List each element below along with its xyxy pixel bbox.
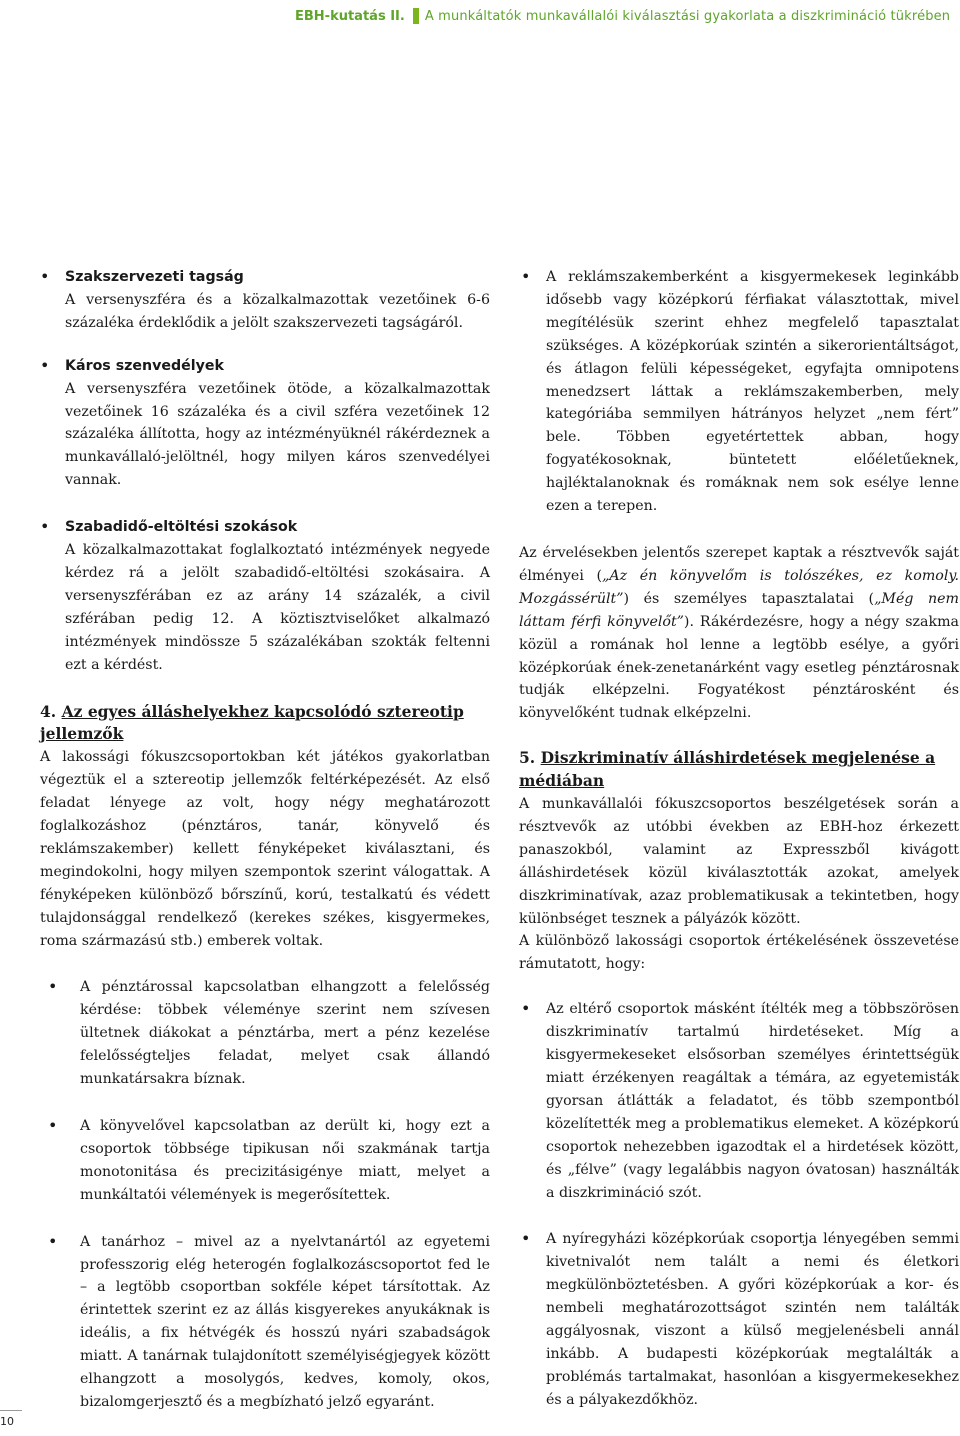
header-title: A munkáltatók munkavállalói kiválasztási gyakorlata a diszkrimináció tükrében [424, 8, 951, 24]
bullet-dot: • [40, 267, 50, 286]
bullet-dot: • [521, 999, 531, 1019]
bullet-heading: Szakszervezeti tagság [65, 269, 244, 285]
list-item-text: A nyíregyházi középkorúak csoportja lényegében semmi kivetnivalót nem talált a nemi és életkori megkülönböztetésben. A győri középkorúak a kor- és nembeli meghatározottságot szintén nem találták aggályosnak, viszont a külső megjelenésbeli annál inkább. A budapesti középkorúak megtalálták a problémás tartalmakat, hasonlóan a kisgyermekesekhez és a pályakezdőkhöz. [546, 1231, 959, 1408]
section-4-number: 4. [40, 701, 57, 721]
bullet-text: A versenyszféra és a közalkalmazottak vezetőinek 6-6 százaléka érdeklődik a jelölt szakszervezeti tagságáról. [65, 291, 490, 331]
quote-text: „Az én könyvelőm is tolószékes, ez komoly. Mozgássérült” [519, 567, 959, 607]
list-item-teacher [40, 1231, 490, 1414]
list-item-cashier [40, 976, 490, 1091]
section-4-title [40, 701, 490, 747]
header-series: EBH-kutatás II. [295, 8, 405, 24]
bullet-text: A versenyszféra vezetőinek ötöde, a közalkalmazottak vezetőinek 16 százaléka és a civil szféra vezetőinek 12 százaléka állította, hogy az intézményüknél rákérdeznek a munkavállaló-jelöltnél, hogy milyen káros szenvedélyei vannak. [65, 380, 490, 489]
quote-text: „Még nem láttam férfi könyvelőt” [519, 590, 960, 630]
section-5-title-text: Diszkriminatív álláshirdetések megjelenése a médiában [519, 748, 936, 791]
list-item-text: A reklámszakemberként a kisgyermekesek leginkább idősebb vagy középkorú férfiakat választottak, mivel megítélésük szerint ehhez megfelelő tapasztalat szükséges. A középkorúak szintén a sikerorientáltságot, és átlagon felüli képességeket, egyfajta omnipotens menedzsert láttak a reklámszakemberben, mely kategóriába semmilyen hátrányos helyzet „nem fért” bele. Többen egyetértettek abban, hogy fogyatékosoknak, büntetett előéletűeknek, hajléktalanoknak és romáknak nem sok esélye lenne ezen a terepen. [546, 269, 959, 515]
bullet-dot: • [48, 1231, 58, 1251]
bullet-dot: • [40, 517, 50, 537]
bullet-text: A közalkalmazottakat foglalkoztató intézmények negyede kérdez rá a jelölt szabadidő-eltöltési szokásaira. A versenyszférában ez az arány 14 százalék, a civil szférában pedig 12. A köztisztviselőket alkalmazó intézmények mindössze 5 százalékában szokták feltenni ezt a kérdést. [65, 542, 490, 673]
list-item-text: A pénztárossal kapcsolatban elhangzott a felelősség kérdése: többek véleménye szerint nem szívesen ültetnek diákokat a pénztárba, mert a pénz kezelése felelősségteljes feladat, melyet csak állandó munkatársakra bíznak. [80, 979, 490, 1088]
section-5-title [519, 747, 959, 793]
section-5-paragraph: A munkavállalói fókuszcsoportos beszélgetések során a résztvevők az utóbbi években az EBH-hoz érkezett panaszokból, valamint az Expresszből kivágott álláshirdetések közül kiválasztották azokat, amelyek diszkriminatívak, azaz problematikusak a tekintetben, hogy különbséget tesznek a pályázók között. [519, 796, 959, 927]
section-4-paragraph: A lakossági fókuszcsoportokban két játékos gyakorlatban végeztük el a sztereotip jellemzők feltérképezését. Az első feladat lényege az volt, hogy négy meghatározott foglalkozáshoz (pénztáros, tanár, könyvelő és reklámszakember) kellett fényképeket kiválasztani, és megindokolni, hogy milyen szempontok szerint válogattak. A fényképeken különböző bőrszínű, korú, testalkatú és védett tulajdonsággal rendelkező (kerekes székes, kisgyermekes, roma származású stb.) emberek voltak. [40, 749, 490, 949]
paragraph-text: ) és személyes tapasztalatai ( [623, 590, 875, 607]
running-header [295, 5, 950, 27]
bullet-dot: • [521, 1229, 531, 1249]
bullet-union-membership [40, 266, 490, 335]
section-5-paragraph-2: A különböző lakossági csoportok értékelésének összevetése rámutatott, hogy: [519, 933, 959, 973]
bullet-dot: • [521, 267, 531, 286]
right-column [519, 266, 959, 1412]
bullet-dot: • [48, 977, 58, 997]
bullet-heading: Káros szenvedélyek [65, 357, 224, 374]
list-item-nyiregyhaza [519, 1228, 959, 1411]
paragraph-text: ). Rákérdezésre, hogy a négy szakma közül a romának hol lenne a legtöbb esélye, a győri középkorúak ének-zenetanárként vagy esetleg pénztárosnak tudják elképzelni. Fogyatékost pénztárosként és könyvelőként tudnak elképzelni. [519, 613, 959, 722]
section-5-number: 5. [519, 748, 536, 768]
left-column [40, 266, 490, 1414]
list-item-text: A tanárhoz – mivel az a nyelvtanártól az egyetemi professzorig elég heterogén foglalkozáscsoportot fed le – a legtöbb csoportban sokféle képet társítottak. Az érintettek szerint ez az állás kisgyerekes anyukáknak is ideális, a fix hétvégék és hosszú nyári szabadságok miatt. A tanárnak tulajdonított személyiségjegyek között elhangzott a mosolygós, kedves, komoly, okos, bizalomgerjesztő és a megbízható jelző egyaránt. [80, 1233, 490, 1410]
bullet-dot: • [48, 1116, 58, 1135]
page-number: 10 [0, 1410, 22, 1436]
bullet-dot: • [40, 355, 50, 375]
section-4-title-text: Az egyes álláshelyekhez kapcsolódó sztereotip jellemzők [40, 701, 464, 744]
list-item-ad-specialist [519, 266, 959, 518]
bullet-heading: Szabadidő-eltöltési szokások [65, 519, 298, 536]
header-separator-bar [413, 8, 419, 24]
list-item-accountant [40, 1115, 490, 1207]
list-item-groups-judgement [519, 998, 959, 1204]
bullet-harmful-habits [40, 355, 490, 492]
paragraph-text: Az érvelésekben jelentős szerepet kaptak a résztvevők saját élményei ( [519, 544, 959, 584]
list-item-text: A könyvelővel kapcsolatban az derült ki, hogy ezt a csoportok többsége tipikusan női szakmának tartja monotonitása és precizitásigénye miatt, melyet a munkáltatói vélemények is megerősítettek. [80, 1118, 490, 1203]
bullet-leisure-habits [40, 516, 490, 676]
arguments-paragraph [519, 542, 959, 725]
list-item-text: Az eltérő csoportok másként ítélték meg a többszörösen diszkriminatív tartalmú hirdetéseket. Míg a kisgyermekeseket elsősorban személyes érintettségük miatt érzékenyen reagáltak a témára, az egyetemisták gyorsan átlátták a feladatot, és több szempontból közelítették meg a problematikus elemeket. A középkorú csoportok nehezebben igazodtak el a hirdetések között, és „félve” (vagy legalábbis nagyon óvatosan) használták a diszkrimináció szót. [546, 1001, 959, 1201]
